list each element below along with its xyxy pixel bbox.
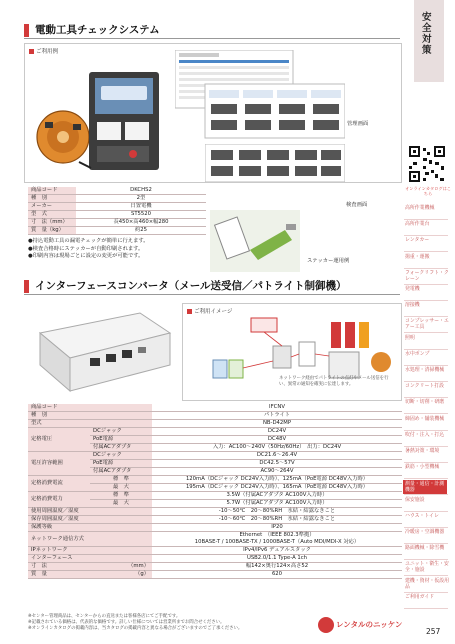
spec-key: 商品コード [28,404,152,412]
spec-subkey: DCジャック [90,452,152,460]
qr-caption: オンラインカタログはこちら [405,186,451,196]
spec-value: 長450×高460×幅280 [76,219,206,227]
spec-value: 620 [152,571,402,579]
converter-photo [30,303,176,395]
footer-notes [28,614,242,632]
spec-value: 入力：AC100〜240V（50Hz/60Hz） 出力：DC24V [152,444,402,452]
table-row [28,516,402,524]
table-row [28,547,402,555]
spec-value: DC24V [152,428,402,436]
section2-spec-table [28,404,402,579]
table-row [28,563,402,571]
table-row [28,476,402,484]
table-row [28,428,402,436]
sidebar-nav-divider [404,316,448,317]
sidebar-nav-item[interactable]: フォークリフト・クレーン [405,269,449,282]
note-line: ●印刷内容は現場ごとに設定の変更が可能です。 [28,253,144,260]
spec-value: DC21.6〜26.4V [152,452,402,460]
sidebar-nav-divider [404,543,448,544]
sidebar-nav-divider [404,575,448,576]
sidebar-nav-divider [404,332,448,333]
spec-value: USB2.0/1.1 Type-A 1ch [152,555,402,563]
spec-subkey: 最 大 [90,484,152,492]
sidebar-nav-item[interactable]: 測量・通信・計測機器 [403,480,447,494]
spec-subkey: PoE電源 [90,436,152,444]
sidebar-nav-item[interactable]: 溶接機 [405,302,420,309]
spec-key: 寸 法（mm） [28,219,76,227]
spec-unit: （mm） [90,563,152,571]
sidebar-nav-divider [404,430,448,431]
sidebar-nav-item[interactable]: 高所作業台 [405,221,430,228]
leak-tester-photo [33,62,165,180]
table-row [28,187,206,195]
spec-unit: （g） [90,571,152,579]
table-row [28,492,402,500]
spec-subkey: 最 大 [90,500,152,508]
note-line: ●検査合格時にステッカーが自動印刷されます。 [28,245,144,252]
footer-note-line: ※オンラインカタログの掲載内容は、当カタログの掲載内容と異なる場合がございますのでご了承ください。 [28,626,243,631]
spec-value: AC90〜264V [152,468,402,476]
section2-usage-label: ご利用イメージ [187,307,232,315]
spec-value: ST5520 [76,211,206,219]
spec-value: 195mA（DCジャック DC24V入力時）、165mA（PoE電源 DC48V入力時） [152,484,402,492]
sidebar-nav-divider [404,462,448,463]
spec-value: 3.5W（付属ACアダプタ AC100V入力時） [152,492,402,500]
spec-value: 5.7W（付属ACアダプタ AC100V入力時） [152,500,402,508]
table-row [28,532,402,547]
sidebar-nav-divider [404,300,448,301]
spec-value: 約25 [76,227,206,235]
sidebar-nav-item[interactable]: 保安施設 [405,496,425,503]
spec-subkey: 付属ACアダプタ [90,468,152,476]
sidebar-nav-divider [404,349,448,350]
management-screen-label: 管理画面 [347,121,369,127]
sidebar-nav-item[interactable]: ハウス・トイレ [405,512,439,519]
sidebar-nav-divider [404,365,448,366]
spec-key: 使用周囲温度／湿度 [28,508,152,516]
inspection-screen [205,144,345,182]
spec-key: 種 別 [28,412,152,420]
table-row [28,195,206,203]
table-row [28,412,402,420]
spec-value: DC42.5〜57V [152,460,402,468]
sidebar-nav-divider [404,478,448,479]
sidebar-nav-item[interactable]: 照明 [405,334,415,341]
table-row [28,219,206,227]
sidebar-nav-item[interactable]: 暑熱対策・環境 [405,448,440,454]
spec-key: 寸 法 [28,563,90,571]
sidebar-nav-divider [404,381,448,382]
sidebar-nav-item[interactable]: 建機・資材・仮設用品 [405,577,450,590]
table-row [28,420,402,428]
spec-key: 保護等級 [28,524,152,532]
spec-value: -10〜50℃ 20〜80%RH 氷結・結露なきこと [152,508,402,516]
sidebar-nav-divider [404,251,448,252]
sidebar-nav-divider [404,592,448,593]
sidebar-nav-item[interactable]: 揚重・運搬 [405,253,430,260]
footer-note-line: ※記載されている価格は、代表的な価格です。詳しい仕様については営業所までお問合せください。 [28,620,225,625]
table-row [28,571,402,579]
section1-usage-label: ご利用例 [29,47,58,55]
spec-value: 2型 [76,195,206,203]
sidebar-nav-divider [404,446,448,447]
sidebar-nav-item[interactable]: 鉄筋・小型機械 [405,464,440,471]
table-row [28,524,402,532]
spec-key: 定格電圧 [28,428,90,452]
sticker-label: ステッカー運用例 [307,258,350,264]
sidebar-nav-item[interactable]: 発電機 [405,286,420,292]
sidebar-nav-item[interactable]: ユニット・衛生・安全・施設 [405,561,449,574]
spec-key: 定格消費電力 [28,492,90,508]
sidebar-nav-divider [404,284,448,285]
sidebar-nav-item[interactable]: ご利用ガイド [405,593,435,600]
spec-key: ネットワーク通信方式 [28,532,152,547]
table-row [28,555,402,563]
section2-usage-panel [182,303,402,401]
sidebar-nav-item[interactable]: コンプレッサー・エアー工具 [405,318,449,331]
sidebar-nav-divider [404,608,448,609]
sidebar-nav-divider [404,413,448,414]
sidebar-nav-divider [404,494,448,495]
page-number: 257 [426,627,441,636]
section2-title: インターフェースコンバータ（メール送受信／パトライト制御機） [24,280,347,293]
spec-subkey: 標 準 [90,476,152,484]
spec-key: 質 量（kg） [28,227,76,235]
spec-subkey: 付属ACアダプタ [90,444,152,452]
spec-key: インターフェース [28,555,152,563]
spec-key: 電圧許容範囲 [28,452,90,476]
spec-value: 日置電機 [76,203,206,211]
spec-value: IPv4/IPv6 デュアルスタック [152,547,402,555]
sidebar-nav-item[interactable]: 路面機械・除雪機 [405,545,445,552]
spec-key: 型式 [28,420,152,428]
sidebar-nav-item[interactable]: コンクリート打設 [405,383,445,390]
spec-value: 120mA（DCジャック DC24V入力時）、125mA（PoE電源 DC48V入力時） [152,476,402,484]
spec-subkey: 標 準 [90,492,152,500]
spec-value: IFCNV [152,404,402,412]
sidebar-nav-item[interactable]: 締固め・舗装機械 [405,415,445,422]
inspection-screen-label: 検査画面 [346,202,368,208]
spec-value: -10〜60℃ 20〜80%RH 氷結・結露なきこと [152,516,402,524]
spec-subkey: PoE電源 [90,460,152,468]
section1-usage-panel [24,43,402,183]
sidebar-nav-divider [404,511,448,512]
section1-notes [28,238,149,261]
spec-value: IP20 [152,524,402,532]
spec-key: 型 式 [28,211,76,219]
spec-key: 定格消費電流 [28,476,90,492]
sidebar-nav-item[interactable]: 水処理・清掃機械 [405,367,445,373]
nikken-logo-text: レンタルのニッケン [336,620,403,629]
spec-key: IPネットワーク [28,547,152,555]
spec-value: DC48V [152,436,402,444]
sidebar-nav-divider [404,527,448,528]
spec-key: 種 別 [28,195,76,203]
section2-divider [24,294,400,295]
section1-divider [24,38,400,39]
spec-subkey: DCジャック [90,428,152,436]
sidebar-nav-item[interactable]: 吹付・注入・打込 [405,431,445,438]
table-row [28,404,402,412]
table-row [28,452,402,460]
section1-title: 電動工具チェックシステム [24,24,160,37]
footer-note-line: ※センター管理商品は、センターからの直送または客様各店にてご手配です。 [28,614,181,619]
diagram-note: ネットワーク経由でパトライトの点灯やメール送信を行い、異常の通知を確実に伝達します。 [279,376,389,387]
qr-code-icon[interactable] [407,144,447,184]
sidebar-nav-divider [404,268,448,269]
sticker-photo [210,210,300,272]
table-row [28,508,402,516]
section1-spec-table [28,187,206,235]
sidebar-category-tab [414,0,444,82]
sidebar-nav-item[interactable]: 切断・切削・研磨 [405,399,445,406]
management-screen [175,50,345,140]
sidebar-nav-item[interactable]: 水中ポンプ [405,350,430,357]
network-line-2: 10BASE-T / 100BASE-TX / 1000BASE-T（Auto MDI/MDI-X 対応） [194,539,360,545]
spec-value: DKCHS2 [76,187,206,195]
spec-value: 幅142×奥行124×高さ52 [152,563,402,571]
sidebar-nav-item[interactable]: 高所作業機械 [405,205,435,211]
sidebar-category-label: 安全対策 [422,12,432,56]
spec-value: パトライト [152,412,402,420]
sidebar-nav-divider [404,219,448,220]
sidebar-nav-item[interactable]: レンタカー [405,237,430,244]
spec-key: 商品コード [28,187,76,195]
spec-key: メーカー [28,203,76,211]
table-row [28,227,206,235]
spec-value [152,532,402,547]
spec-key: 質 量 [28,571,90,579]
network-line-1: Ethernet （IEEE 802.3準拠） [239,532,315,538]
spec-key: 保存周囲温度／湿度 [28,516,152,524]
table-row [28,211,206,219]
sidebar-nav-item[interactable]: 冷暖房・空調機器 [405,529,445,535]
note-line: ●持込電動工具の漏電チェックが簡単に行えます。 [28,238,149,244]
nikken-logo-icon [318,617,334,633]
spec-value: NB-D42MP [152,420,402,428]
table-row [28,203,206,211]
